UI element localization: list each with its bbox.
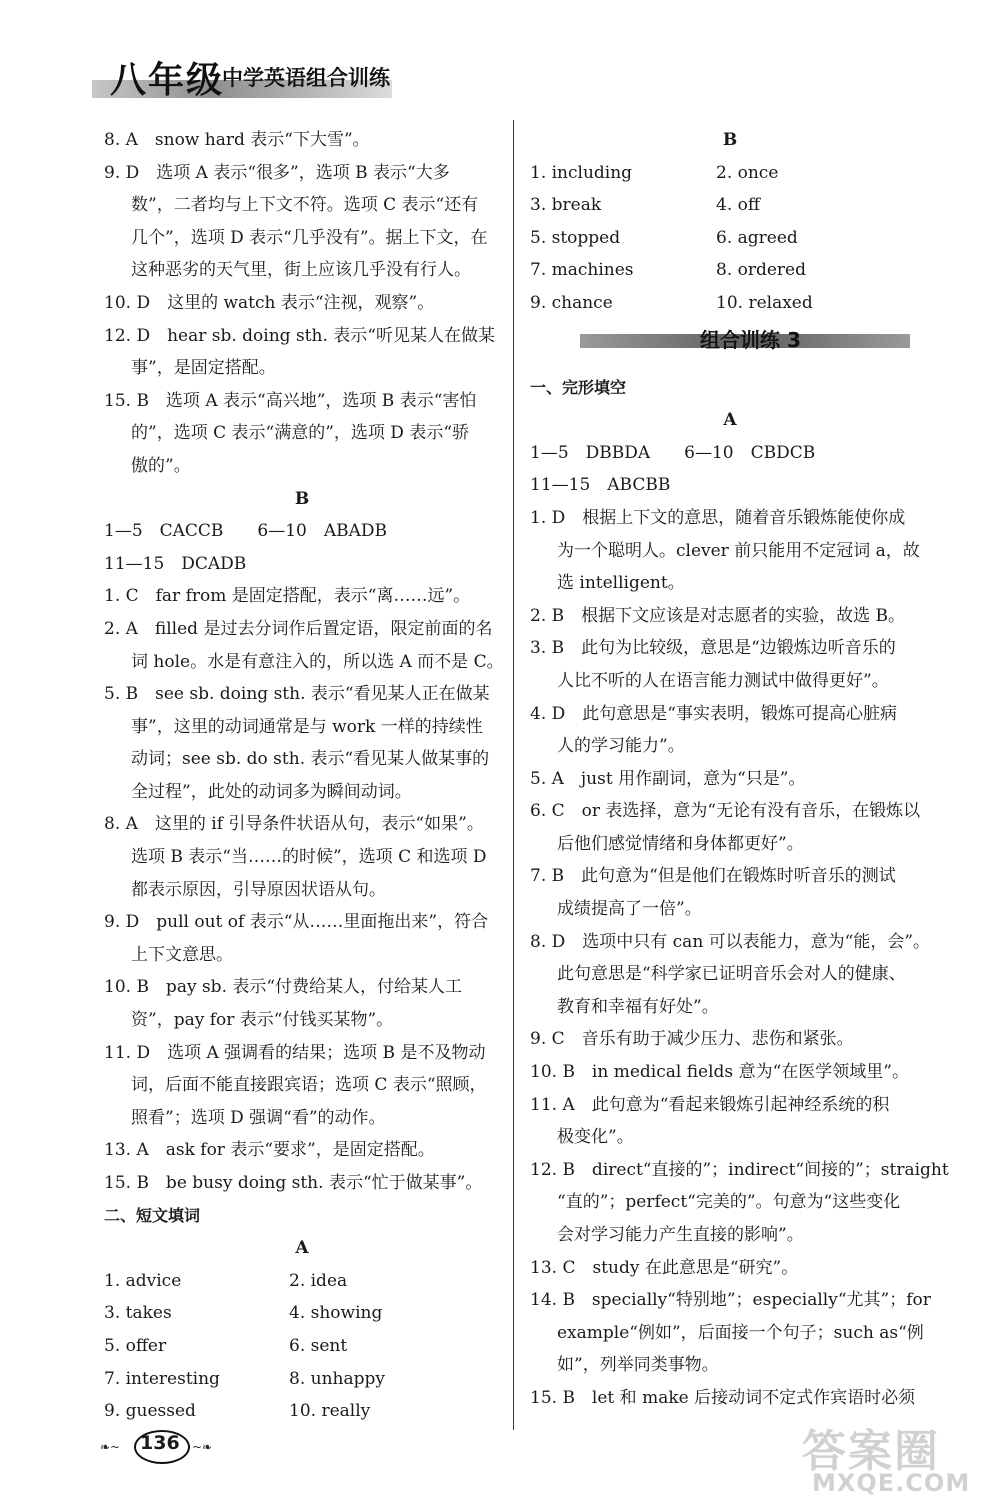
subsection-label: B <box>722 130 738 150</box>
answer-item: 10. relaxed <box>716 292 813 313</box>
explanation-continuation: 上下文意思。 <box>131 944 233 965</box>
explanation-line: 9. D 选项 A 表示“很多”，选项 B 表示“大多 <box>104 162 450 183</box>
explanation-line: 5. B see sb. doing sth. 表示“看见某人正在做某 <box>104 684 490 705</box>
section-heading: 一、完形填空 <box>530 377 627 397</box>
answer-item: 1. advice <box>104 1270 182 1291</box>
explanation-line: 11. D 选项 A 强调看的结果；选项 B 是不及物动 <box>104 1042 486 1063</box>
column-divider <box>513 120 514 1430</box>
answer-item: 5. offer <box>104 1335 167 1356</box>
explanation-line: 11—15 DCADB <box>104 553 247 574</box>
explanation-line: 7. B 此句意为“但是他们在锻炼时听音乐的测试 <box>530 866 896 887</box>
answer-pair-row <box>530 254 930 287</box>
explanation-continuation: 动词；see sb. do sth. 表示“看见某人做某事的 <box>131 749 490 770</box>
page-number: 136 <box>140 1432 180 1454</box>
explanation-line: 15. B be busy doing sth. 表示“忙于做某事”。 <box>104 1173 483 1193</box>
explanation-continuation: 这种恶劣的天气里，街上应该几乎没有行人。 <box>131 260 471 281</box>
answer-item: 2. once <box>716 162 779 183</box>
answer-item: 9. chance <box>530 292 613 313</box>
answer-item: 4. off <box>716 195 760 216</box>
explanation-continuation: 数”，二者均与上下文不符。选项 C 表示“还有 <box>131 195 479 216</box>
subsection-label: B <box>294 488 310 509</box>
answer-item: 10. really <box>289 1401 371 1422</box>
explanation-line: 1. C far from 是固定搭配，表示“离……远”。 <box>104 586 471 607</box>
explanation-line: 4. D 此句意思是“事实表明，锻炼可提高心脏病 <box>530 703 897 724</box>
answer-pair-row <box>104 1297 500 1330</box>
explanation-continuation: 词 hole。水是有意注入的，所以选 A 而不是 C。 <box>131 651 504 672</box>
page-number-badge <box>100 1428 230 1464</box>
answer-pair-row <box>104 1395 500 1428</box>
explanation-continuation: 几个”，选项 D 表示“几乎没有”。据上下文，在 <box>131 227 488 248</box>
answer-pair-row <box>104 1265 500 1298</box>
right-column-bottom <box>530 372 949 1415</box>
explanation-line: 8. D 选项中只有 can 可以表能力，意为“能，会”。 <box>530 931 931 952</box>
explanation-continuation: “直的”；perfect“完美的”。句意为“这些变化 <box>557 1192 901 1213</box>
explanation-continuation: 后他们感觉情绪和身体都更好”。 <box>557 833 804 854</box>
answer-item: 2. idea <box>289 1270 348 1291</box>
explanation-line: 13. C study 在此意思是“研究”。 <box>530 1257 799 1278</box>
explanation-line: 11—15 ABCBB <box>530 475 671 496</box>
answer-pair-row <box>104 1363 500 1396</box>
answer-item: 7. interesting <box>104 1368 220 1389</box>
explanation-line: 10. D 这里的 watch 表示“注视，观察”。 <box>104 292 435 313</box>
answer-item: 1. including <box>530 162 633 183</box>
explanation-continuation: 资”，pay for 表示“付钱买某物”。 <box>131 1010 394 1031</box>
right-ornament-icon: ~❧ <box>192 1440 213 1454</box>
explanation-continuation: 会对学习能力产生直接的影响”。 <box>557 1225 804 1245</box>
answer-pair-row <box>104 1330 500 1363</box>
answer-pair-row <box>530 222 930 255</box>
answer-item: 5. stopped <box>530 227 621 248</box>
explanation-line: 6. C or 表选择，意为“无论有没有音乐，在锻炼以 <box>530 801 921 822</box>
subsection-label: A <box>723 410 737 431</box>
explanation-line: 10. B in medical fields 意为“在医学领域里”。 <box>530 1062 909 1083</box>
explanation-continuation: 傲的”。 <box>131 455 191 476</box>
explanation-continuation: 照看”；选项 D 强调“看”的动作。 <box>131 1107 386 1128</box>
explanation-continuation: 成绩提高了一倍”。 <box>557 899 702 920</box>
explanation-line: 1. D 根据上下文的意思，随着音乐锻炼能使你成 <box>530 507 906 528</box>
answer-item: 6. agreed <box>716 227 798 248</box>
page-header <box>92 52 392 102</box>
explanation-continuation: 如”，列举同类事物。 <box>557 1355 719 1376</box>
explanation-line: 2. A filled 是过去分词作后置定语，限定前面的名 <box>104 618 493 639</box>
answer-item: 6. sent <box>289 1335 348 1356</box>
explanation-continuation: 此句意思是“科学家已证明音乐会对人的健康、 <box>557 964 906 985</box>
explanation-continuation: example“例如”，后面接一个句子；such as“例 <box>557 1322 924 1343</box>
explanation-continuation: 教育和幸福有好处”。 <box>557 996 719 1017</box>
answer-item: 9. guessed <box>104 1401 196 1422</box>
left-column <box>104 124 504 1428</box>
banner-title: 组合训练 3 <box>700 327 801 352</box>
explanation-line: 3. B 此句为比较级，意思是“边锻炼边听音乐的 <box>530 638 896 659</box>
section-banner <box>580 326 910 358</box>
explanation-line: 15. B let 和 make 后接动词不定式作宾语时必须 <box>530 1387 916 1408</box>
answer-pair-row <box>530 287 930 320</box>
answer-pair-row <box>530 189 930 222</box>
watermark-domain: MXQE.COM <box>812 1469 971 1497</box>
watermark <box>792 1415 982 1505</box>
explanation-line: 1—5 DBBDA 6—10 CBDCB <box>530 442 816 463</box>
explanation-line: 5. A just 用作副词，意为“只是”。 <box>530 768 806 789</box>
explanation-continuation: 人的学习能力”。 <box>557 736 685 757</box>
explanation-continuation: 全过程”，此处的动词多为瞬间动词。 <box>131 781 412 802</box>
explanation-line: 10. B pay sb. 表示“付费给某人，付给某人工 <box>104 977 463 998</box>
answer-pair-row <box>530 157 930 190</box>
explanation-continuation: 人比不听的人在语言能力测试中做得更好”。 <box>557 670 889 691</box>
explanation-continuation: 都表示原因，引导原因状语从句。 <box>131 879 386 900</box>
explanation-line: 2. B 根据下文应该是对志愿者的实验，故选 B。 <box>530 605 906 626</box>
explanation-continuation: 为一个聪明人。clever 前只能用不定冠词 a，故 <box>557 540 920 561</box>
explanation-line: 9. C 音乐有助于减少压力、悲伤和紧张。 <box>530 1029 854 1050</box>
explanation-line: 8. A 这里的 if 引导条件状语从句，表示“如果”。 <box>104 814 484 835</box>
right-column <box>530 124 949 1415</box>
answer-item: 3. break <box>530 195 602 216</box>
answer-item: 8. ordered <box>716 260 806 281</box>
explanation-continuation: 选 intelligent。 <box>557 573 685 594</box>
explanation-line: 13. A ask for 表示“要求”，是固定搭配。 <box>104 1140 435 1161</box>
answer-item: 7. machines <box>530 260 634 281</box>
answer-item: 4. showing <box>289 1303 383 1324</box>
explanation-line: 14. B specially“特别地”；especially“尤其”；for <box>530 1290 931 1311</box>
explanation-line: 1—5 CACCB 6—10 ABADB <box>104 521 388 542</box>
explanation-continuation: 词，后面不能直接跟宾语；选项 C 表示“照顾， <box>131 1075 487 1096</box>
explanation-continuation: 事”，是固定搭配。 <box>131 358 276 379</box>
explanation-line: 9. D pull out of 表示“从……里面拖出来”，符合 <box>104 912 489 933</box>
left-ornament-icon: ❧~ <box>100 1440 121 1454</box>
right-column-top <box>530 124 930 320</box>
explanation-continuation: 事”，这里的动词通常是与 work 一样的持续性 <box>131 716 483 737</box>
answer-item: 8. unhappy <box>289 1368 385 1389</box>
watermark-logo-text: 答案圈 <box>802 1426 940 1477</box>
book-title: 中学英语组合训练 <box>222 66 390 90</box>
explanation-line: 11. A 此句意为“看起来锻炼引起神经系统的积 <box>530 1094 890 1115</box>
explanation-line: 12. B direct“直接的”；indirect“间接的”；straight <box>530 1159 949 1180</box>
subsection-label: A <box>295 1238 309 1259</box>
explanation-line: 12. D hear sb. doing sth. 表示“听见某人在做某 <box>104 325 495 346</box>
explanation-line: 8. A snow hard 表示“下大雪”。 <box>104 130 370 150</box>
explanation-continuation: 选项 B 表示“当……的时候”，选项 C 和选项 D <box>131 847 487 868</box>
answer-item: 3. takes <box>104 1303 172 1324</box>
explanation-continuation: 的”，选项 C 表示“满意的”，选项 D 表示“骄 <box>131 423 470 444</box>
grade-title: 八年级 <box>110 60 225 101</box>
explanation-continuation: 极变化”。 <box>557 1127 634 1148</box>
section-heading: 二、短文填词 <box>104 1205 201 1225</box>
explanation-line: 15. B 选项 A 表示“高兴地”，选项 B 表示“害怕 <box>104 390 477 411</box>
